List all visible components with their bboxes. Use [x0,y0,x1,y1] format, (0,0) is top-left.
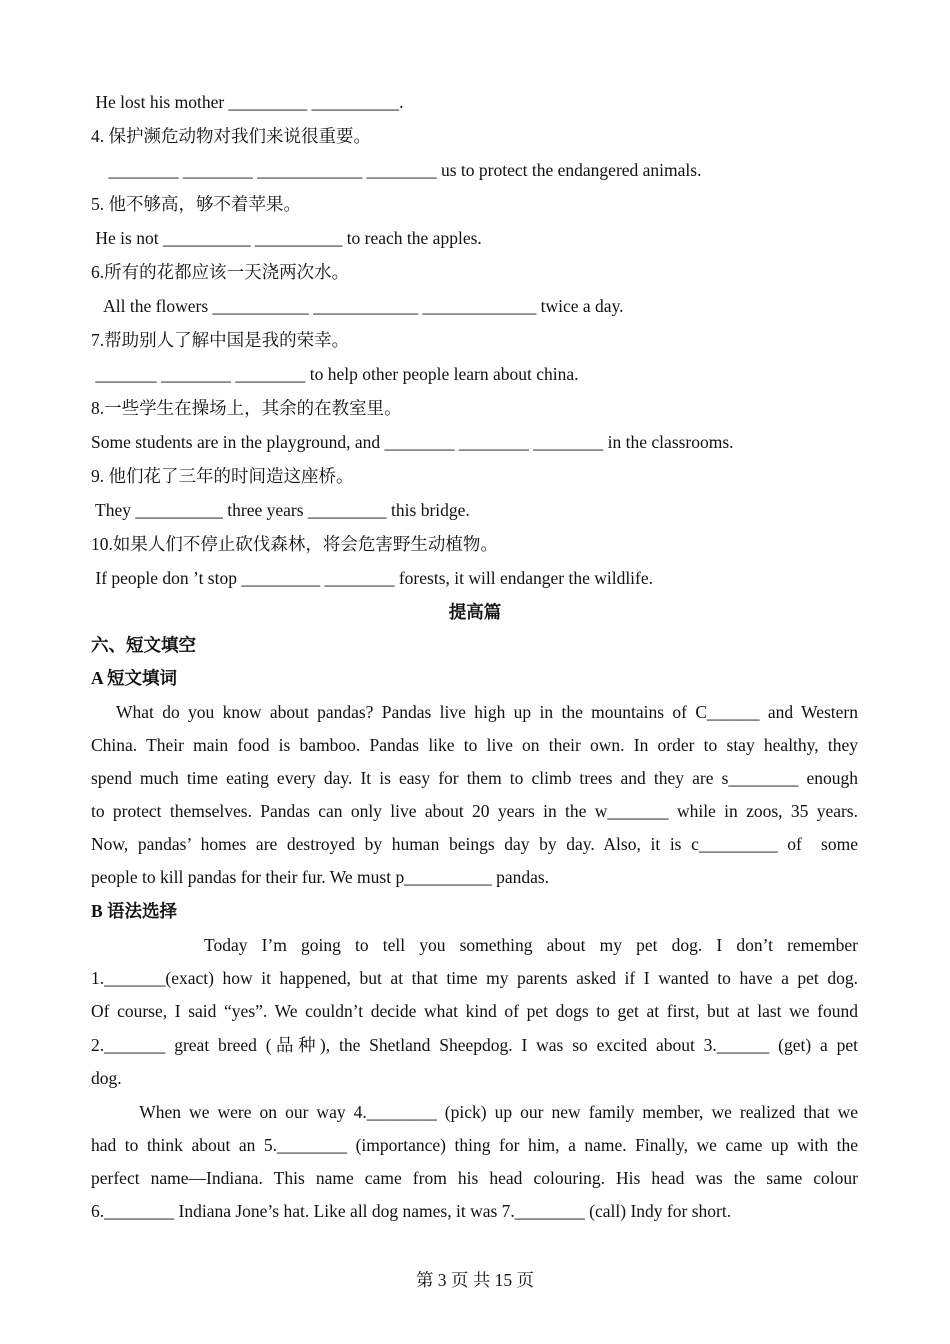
part-a-line-3: spend much time eating every day. It is easy for them to climb trees and they are s________ enough [91,768,858,788]
translation-answer-line-7: _______ ________ ________ to help other people learn about china. [91,364,579,384]
part-b-line-4: 2._______ great breed (品种), the Shetland Sheepdog. I was so excited about 3.______ (get) a pet [91,1035,858,1055]
translation-question-6: 6.所有的花都应该一天浇两次水。 [91,262,350,282]
translation-answer-line-10: If people don ’t stop _________ ________ forests, it will endanger the wildlife. [91,568,654,588]
translation-question-9: 9. 他们花了三年的时间造这座桥。 [91,466,354,486]
translation-question-7: 7.帮助别人了解中国是我的荣幸。 [91,330,350,350]
part-b-line-9: 6.________ Indiana Jone’s hat. Like all dog names, it was 7.________ (call) Indy for short. [91,1201,732,1221]
translation-question-10: 10.如果人们不停止砍伐森林，将会危害野生动植物。 [91,534,498,554]
translation-question-4: 4. 保护濒危动物对我们来说很重要。 [91,126,371,146]
part-b-heading: B 语法选择 [91,901,178,921]
part-b-line-3: Of course, I said “yes”. We couldn’t decide what kind of pet dogs to get at first, but at last we found [91,1001,858,1021]
translation-answer-line-9: They __________ three years _________ this bridge. [91,500,470,520]
part-a-line-4: to protect themselves. Pandas can only live about 20 years in the w_______ while in zoos, 35 years. [91,801,858,821]
translation-answer-line-6: All the flowers ___________ ____________ _____________ twice a day. [91,296,624,316]
part-b-line-2: 1._______(exact) how it happened, but at that time my parents asked if I wanted to have a pet dog. [91,968,858,988]
translation-answer-line-4: ________ ________ ____________ ________ us to protect the endangered animals. [91,160,702,180]
part-b-line-6: When we were on our way 4.________ (pick) up our new family member, we realized that we [91,1102,859,1122]
section-title: 提高篇 [448,602,502,622]
part-a-heading: A 短文填词 [91,668,178,688]
part-b-line-1: Today I’m going to tell you something about my pet dog. I don’t remember [91,935,858,955]
translation-answer-line-5: He is not __________ __________ to reach the apples. [91,228,482,248]
part-b-line-7: had to think about an 5.________ (importance) thing for him, a name. Finally, we came up with the [91,1135,858,1155]
translation-question-5: 5. 他不够高，够不着苹果。 [91,194,301,214]
part-a-line-5: Now, pandas’ homes are destroyed by human beings day by day. Also, it is c_________ of some [91,834,858,854]
part-a-line-2: China. Their main food is bamboo. Pandas like to live on their own. In order to stay healthy, they [91,735,858,755]
part-a-line-1: What do you know about pandas? Pandas live high up in the mountains of C______ and Western [91,702,859,722]
translation-answer-line-8: Some students are in the playground, and ________ ________ ________ in the classrooms. [91,432,734,452]
page-number-footer: 第 3 页 共 15 页 [415,1270,535,1290]
translation-answer-line-3: He lost his mother _________ __________. [91,92,404,112]
part-six-heading: 六、短文填空 [91,635,196,655]
part-b-line-8: perfect name—Indiana. This name came from his head colouring. His head was the same colour [91,1168,858,1188]
translation-question-8: 8.一些学生在操场上，其余的在教室里。 [91,398,402,418]
part-b-line-5: dog. [91,1068,122,1088]
part-a-line-6: people to kill pandas for their fur. We must p__________ pandas. [91,867,550,887]
